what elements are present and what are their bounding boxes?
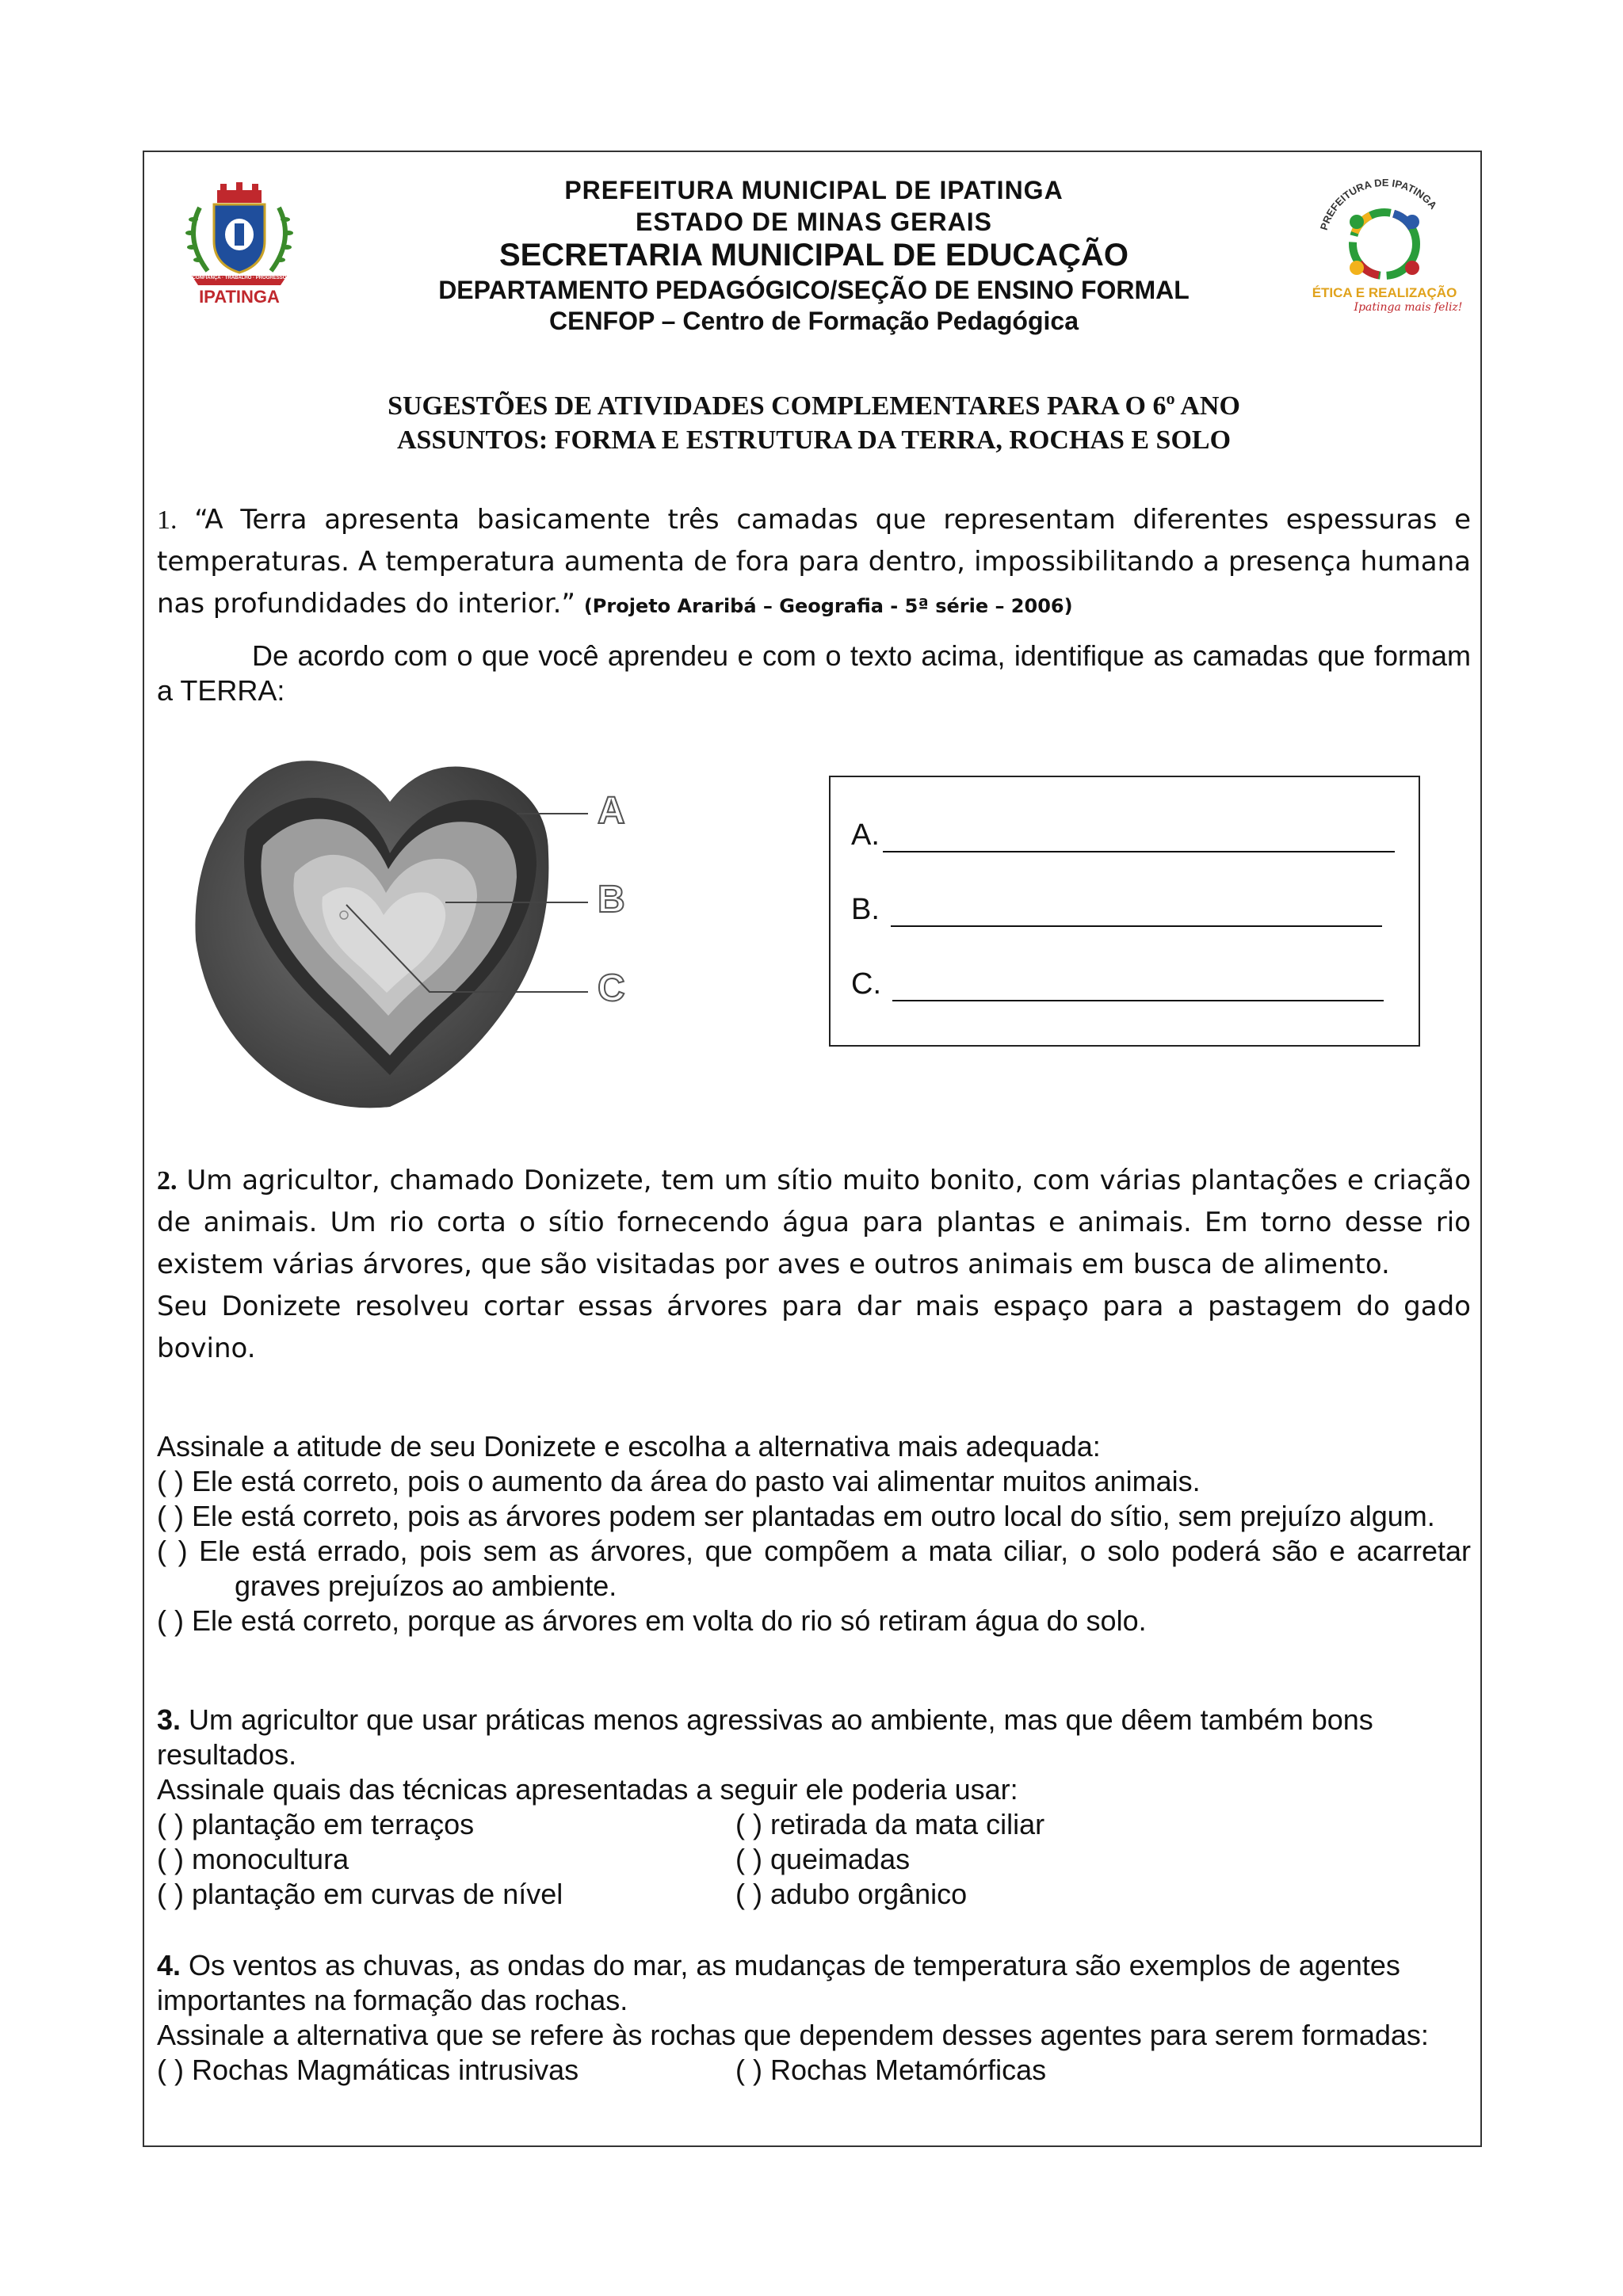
question-2-para1: Um agricultor, chamado Donizete, tem um sítio muito bonito, com várias plantações e criação de animais. Um rio corta o sítio fornecendo água para plantas e animais. Em torno desse rio existem várias árvores, que são visitadas por aves e outros animais em busca de alimento. — [157, 1165, 1471, 1280]
header-departamento: DEPARTAMENTO PEDAGÓGICO/SEÇÃO DE ENSINO FORMAL — [438, 276, 1190, 304]
question-4-block — [157, 1948, 1471, 2088]
earth-layers-diagram — [176, 734, 683, 1131]
question-2-option-1[interactable]: ( ) Ele está correto, pois o aumento da área do pasto vai alimentar muitos animais. — [157, 1465, 1201, 1497]
question-2-option-2[interactable]: ( ) Ele está correto, pois as árvores podem ser plantadas em outro local do sítio, sem prejuízo algum. — [157, 1500, 1435, 1532]
worksheet-title: SUGESTÕES DE ATIVIDADES COMPLEMENTARES PARA O 6º ANO — [388, 391, 1240, 421]
answer-box — [829, 776, 1420, 1047]
question-3-text: Um agricultor que usar práticas menos agressivas ao ambiente, mas que dêem também bons resultados. — [157, 1703, 1373, 1771]
question-3-block — [157, 1703, 1471, 1912]
question-2-number: 2. — [157, 1166, 178, 1196]
question-1-source: (Projeto Araribá – Geografia - 5ª série – 2006) — [583, 595, 1073, 617]
question-3-option-retirada-mata[interactable]: ( ) retirada da mata ciliar — [735, 1808, 1045, 1840]
answer-line-b[interactable] — [851, 893, 1382, 927]
right-logo-slogan: Ipatinga mais feliz! — [1354, 301, 1463, 314]
question-2-para2: Seu Donizete resolveu cortar essas árvores para dar mais espaço para a pastagem do gado bovino. — [157, 1291, 1471, 1364]
question-2-option-4[interactable]: ( ) Ele está correto, porque as árvores em volta do rio só retiram água do solo. — [157, 1604, 1147, 1637]
question-3-option-queimadas[interactable]: ( ) queimadas — [735, 1843, 911, 1875]
answer-label-b: B. — [851, 893, 880, 926]
header-prefeitura: PREFEITURA MUNICIPAL DE IPATINGA — [564, 176, 1064, 204]
right-logo-arc-text: PREFEITURA DE IPATINGA — [1317, 176, 1440, 232]
question-1-number: 1. — [157, 505, 178, 535]
question-2-text — [157, 1160, 1471, 1370]
answer-label-a: A. — [851, 818, 880, 852]
question-2-instruction: Assinale a atitude de seu Donizete e escolha a alternativa mais adequada: — [157, 1430, 1101, 1463]
left-logo-text: IPATINGA — [199, 287, 280, 307]
answer-label-c: C. — [851, 967, 881, 1001]
question-3-option-monocultura[interactable]: ( ) monocultura — [157, 1843, 349, 1875]
header-secretaria: SECRETARIA MUNICIPAL DE EDUCAÇÃO — [498, 238, 1129, 273]
question-4-options — [157, 2053, 1471, 2088]
worksheet-subjects: ASSUNTOS: FORMA E ESTRUTURA DA TERRA, ROCHAS E SOLO — [396, 425, 1232, 455]
question-4-number: 4. — [157, 1949, 181, 1981]
question-3-instruction: Assinale quais das técnicas apresentadas a seguir ele poderia usar: — [157, 1773, 1018, 1806]
question-4-option-magmaticas[interactable]: ( ) Rochas Magmáticas intrusivas — [157, 2054, 579, 2086]
question-2-block — [157, 1429, 1471, 1638]
question-3-option-adubo[interactable]: ( ) adubo orgânico — [735, 1878, 968, 1910]
question-2-option-3[interactable]: ( ) Ele está errado, pois sem as árvores, que compõem a mata ciliar, o solo poderá são e acarretar graves prejuízos ao ambiente. — [157, 1535, 1471, 1602]
question-1-text — [157, 499, 1471, 627]
question-4-text: Os ventos as chuvas, as ondas do mar, as mudanças de temperatura são exemplos de agentes importantes na formação das rochas. — [157, 1949, 1400, 2016]
question-3-option-curvas-nivel[interactable]: ( ) plantação em curvas de nível — [157, 1878, 563, 1910]
diagram-label-c: C — [598, 967, 625, 1009]
question-4-option-metamorficas[interactable]: ( ) Rochas Metamórficas — [735, 2054, 1047, 2086]
diagram-label-b: B — [598, 879, 625, 921]
question-1-instruction: De acordo com o que você aprendeu e com o texto acima, identifique as camadas que formam a TERRA: — [157, 639, 1471, 707]
answer-line-a[interactable] — [851, 818, 1395, 852]
right-logo-tagline: ÉTICA E REALIZAÇÃO — [1312, 285, 1457, 300]
question-1-quote: “A Terra apresenta basicamente três camadas que representam diferentes espessuras e temperaturas. A temperatura aumenta de fora para dentro, impossibilitando a presença humana nas profundidades do interior.” — [157, 504, 1471, 620]
question-4-instruction: Assinale a alternativa que se refere às rochas que dependem desses agentes para serem formadas: — [157, 2019, 1429, 2051]
question-3-options — [157, 1807, 1471, 1912]
header-estado: ESTADO DE MINAS GERAIS — [636, 208, 992, 236]
answer-line-c[interactable] — [851, 967, 1384, 1001]
diagram-label-a: A — [598, 790, 625, 832]
page-frame — [143, 151, 1482, 2147]
question-3-option-terracos[interactable]: ( ) plantação em terraços — [157, 1808, 475, 1840]
header-cenfop: CENFOP – Centro de Formação Pedagógica — [548, 307, 1079, 335]
left-logo-ribbon: CONFIANÇA · TRABALHO · PROGRESSO — [192, 276, 287, 280]
question-3-number: 3. — [157, 1703, 181, 1736]
